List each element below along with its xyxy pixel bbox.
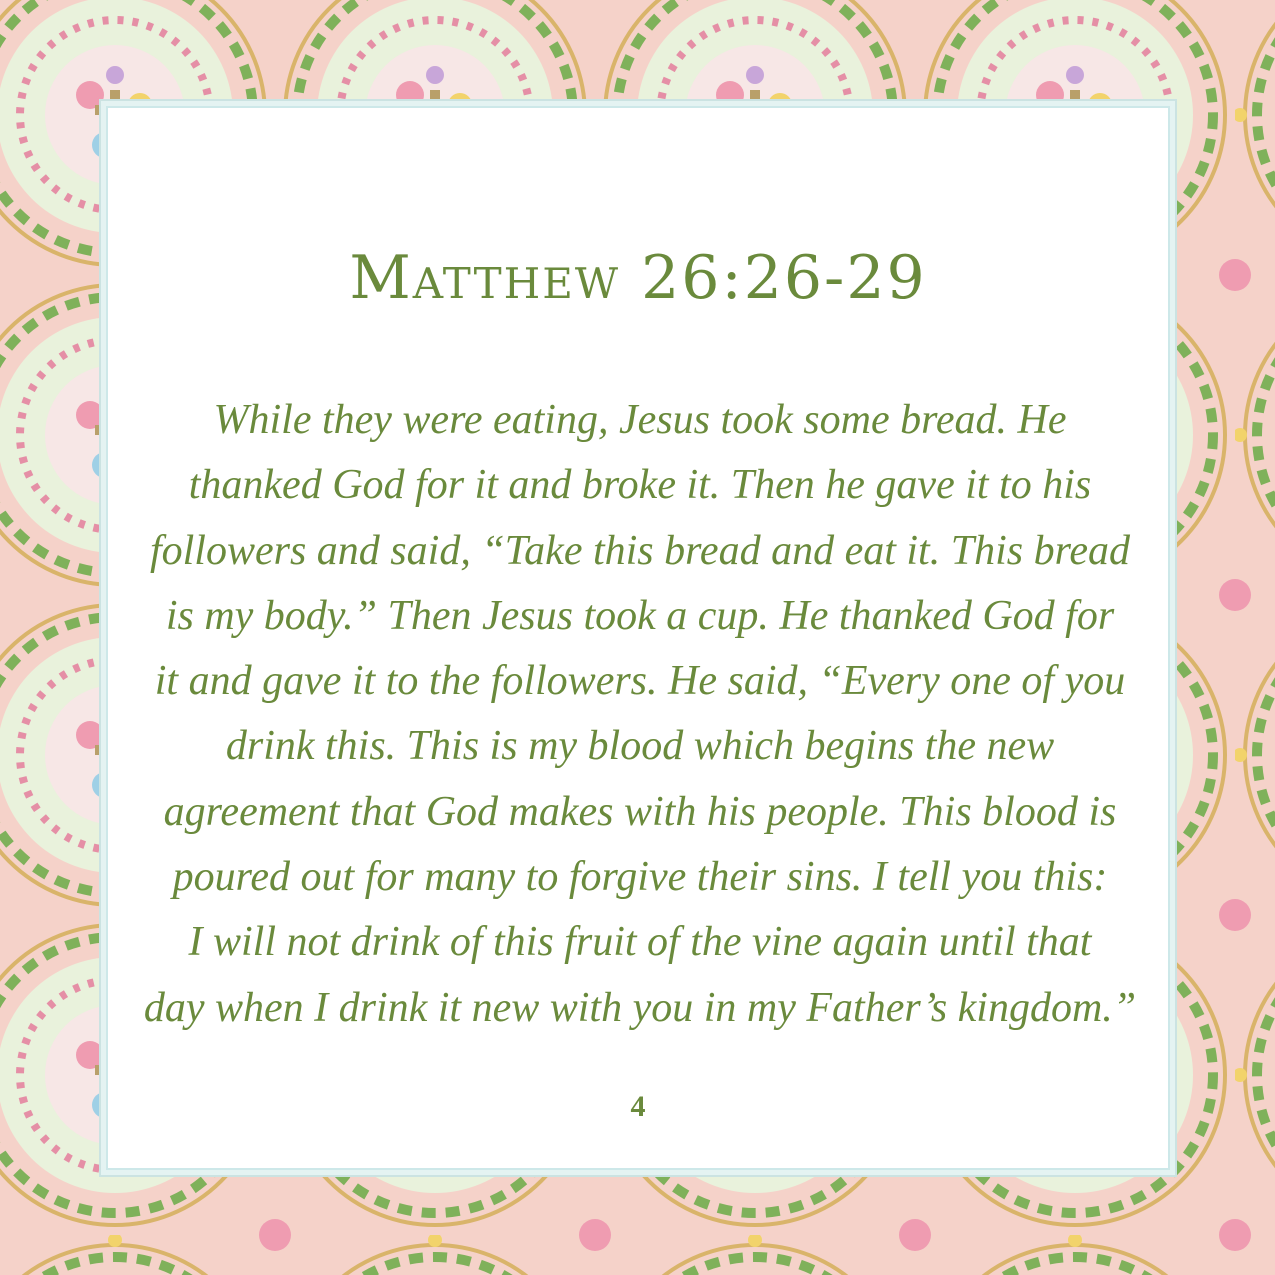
verse-line: thanked God for it and broke it. Then he gave it to his xyxy=(188,462,1092,509)
page-number: 4 xyxy=(630,1090,646,1123)
verse-line: followers and said, “Take this bread and eat it. This bread xyxy=(149,527,1131,574)
verse-line: While they were eating, Jesus took some bread. He xyxy=(213,397,1067,443)
verse-line: it and gave it to the followers. He said, “Every one of you xyxy=(154,658,1126,705)
verse-line: agreement that God makes with his people. This blood is xyxy=(163,788,1117,835)
scripture-card xyxy=(106,106,1170,1170)
verse-line: I will not drink of this fruit of the vine again until that xyxy=(188,919,1092,966)
verse-line: drink this. This is my blood which begins the new xyxy=(225,723,1055,770)
verse-line: is my body.” Then Jesus took a cup. He thanked God for xyxy=(165,592,1115,639)
verse-line: day when I drink it new with you in my Father’s kingdom.” xyxy=(143,984,1137,1031)
scripture-reference-title: Matthew 26:26-29 xyxy=(349,243,927,313)
verse-text xyxy=(128,388,1152,1041)
verse-line: poured out for many to forgive their sins. I tell you this: xyxy=(172,854,1108,901)
